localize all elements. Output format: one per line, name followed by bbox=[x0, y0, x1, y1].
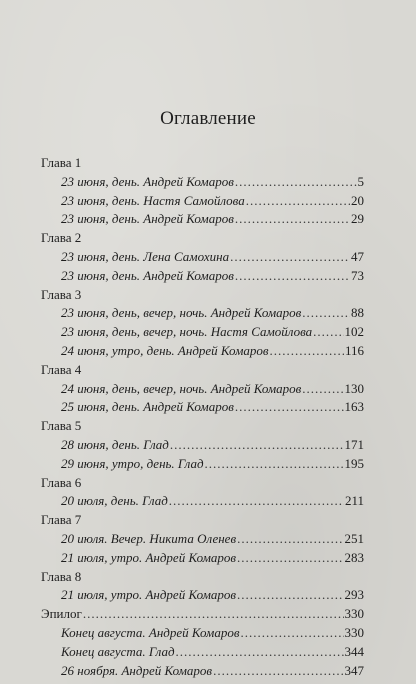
toc-entry-page: 102 bbox=[344, 324, 364, 340]
toc-entry-label: 29 июня, утро, день. Глад bbox=[61, 455, 204, 471]
toc-entry bbox=[41, 624, 364, 643]
toc-entry-page: 171 bbox=[344, 436, 364, 452]
chapter-heading: Глава 7 bbox=[41, 512, 82, 528]
dot-leader bbox=[235, 398, 344, 417]
toc-entry-label: 25 июня, день. Андрей Комаров bbox=[61, 399, 234, 415]
toc-entry-label: 24 июня, день, вечер, ночь. Андрей Комаров bbox=[61, 380, 302, 396]
toc-entry bbox=[41, 455, 364, 474]
toc-entry-page: 251 bbox=[344, 530, 364, 546]
toc-entry bbox=[41, 267, 364, 286]
toc-entry bbox=[41, 662, 364, 681]
toc-entry-page: 47 bbox=[351, 248, 364, 264]
chapter-heading: Глава 6 bbox=[41, 474, 82, 490]
chapter-heading: Глава 4 bbox=[41, 361, 82, 377]
dot-leader bbox=[237, 530, 343, 549]
table-of-contents bbox=[41, 154, 364, 680]
toc-entry bbox=[41, 492, 364, 511]
toc-entry-page: 163 bbox=[344, 399, 364, 415]
dot-leader bbox=[169, 492, 344, 511]
dot-leader bbox=[213, 662, 343, 681]
toc-entry-page: 29 bbox=[351, 211, 364, 227]
toc-entry bbox=[41, 248, 364, 267]
toc-entry bbox=[41, 436, 364, 455]
dot-leader bbox=[302, 304, 350, 323]
epilogue-heading bbox=[41, 605, 364, 624]
toc-entry-page: 344 bbox=[344, 643, 364, 659]
dot-leader bbox=[235, 210, 350, 229]
toc-entry-label: 20 июля. Вечер. Никита Оленев bbox=[61, 530, 237, 546]
dot-leader bbox=[237, 549, 343, 568]
toc-entry-page: 283 bbox=[344, 549, 364, 565]
toc-entry bbox=[41, 398, 364, 417]
chapter-heading: Глава 8 bbox=[41, 568, 82, 584]
toc-entry-page: 130 bbox=[344, 380, 364, 396]
toc-entry-label: Конец августа. Андрей Комаров bbox=[61, 624, 240, 640]
toc-entry-label: 23 июня, день. Андрей Комаров bbox=[61, 211, 234, 227]
toc-entry bbox=[41, 643, 364, 662]
dot-leader bbox=[230, 248, 350, 267]
toc-entry-label: 23 июня, день. Андрей Комаров bbox=[61, 267, 234, 283]
toc-entry-page: 5 bbox=[357, 173, 364, 189]
toc-entry bbox=[41, 342, 364, 361]
toc-entry-page: 211 bbox=[344, 493, 364, 509]
toc-entry-label: 28 июня, день. Глад bbox=[61, 436, 169, 452]
toc-entry-label: 23 июня, день, вечер, ночь. Настя Самойлова bbox=[61, 324, 313, 340]
toc-entry-page: 20 bbox=[351, 192, 364, 208]
toc-entry bbox=[41, 323, 364, 342]
dot-leader bbox=[235, 267, 350, 286]
toc-entry-page: 195 bbox=[344, 455, 364, 471]
chapter-heading: Глава 5 bbox=[41, 418, 82, 434]
dot-leader bbox=[170, 436, 344, 455]
toc-entry-label: 23 июня, день. Лена Самохина bbox=[61, 248, 230, 264]
toc-entry-page: 73 bbox=[351, 267, 364, 283]
toc-entry bbox=[41, 530, 364, 549]
toc-entry-page: 330 bbox=[344, 624, 364, 640]
page-title: Оглавление bbox=[160, 108, 256, 129]
chapter-heading: Глава 2 bbox=[41, 230, 82, 246]
toc-entry-label: 21 июля, утро. Андрей Комаров bbox=[61, 587, 237, 603]
toc-entry bbox=[41, 192, 364, 211]
dot-leader bbox=[83, 605, 344, 624]
dot-leader bbox=[240, 624, 343, 643]
dot-leader bbox=[237, 586, 343, 605]
epilogue-page: 330 bbox=[344, 606, 364, 622]
toc-entry-page: 293 bbox=[344, 587, 364, 603]
toc-entry-label: 20 июля, день. Глад bbox=[61, 493, 168, 509]
chapter-heading: Глава 3 bbox=[41, 286, 82, 302]
dot-leader bbox=[235, 173, 357, 192]
toc-entry-label: 21 июля, утро. Андрей Комаров bbox=[61, 549, 237, 565]
toc-entry bbox=[41, 304, 364, 323]
toc-entry-page: 347 bbox=[344, 662, 364, 678]
chapter-heading: Глава 1 bbox=[41, 155, 82, 170]
epilogue-title: Эпилог bbox=[41, 606, 82, 622]
toc-entry bbox=[41, 549, 364, 568]
toc-entry-page: 116 bbox=[344, 342, 364, 358]
toc-entry-label: 26 ноября. Андрей Комаров bbox=[61, 662, 213, 678]
toc-entry-label: 23 июня, день. Андрей Комаров bbox=[61, 173, 234, 189]
dot-leader bbox=[302, 380, 343, 399]
toc-entry-label: Конец августа. Глад bbox=[61, 643, 175, 659]
dot-leader bbox=[270, 342, 344, 361]
dot-leader bbox=[313, 323, 343, 342]
toc-entry-label: 24 июня, утро, день. Андрей Комаров bbox=[61, 342, 269, 358]
toc-entry bbox=[41, 380, 364, 399]
dot-leader bbox=[205, 455, 344, 474]
toc-entry bbox=[41, 173, 364, 192]
toc-entry bbox=[41, 586, 364, 605]
dot-leader bbox=[246, 192, 350, 211]
toc-entry bbox=[41, 210, 364, 229]
dot-leader bbox=[176, 643, 344, 662]
toc-entry-page: 88 bbox=[351, 305, 364, 321]
toc-entry-label: 23 июня, день. Настя Самойлова bbox=[61, 192, 245, 208]
toc-entry-label: 23 июня, день, вечер, ночь. Андрей Комаров bbox=[61, 305, 302, 321]
